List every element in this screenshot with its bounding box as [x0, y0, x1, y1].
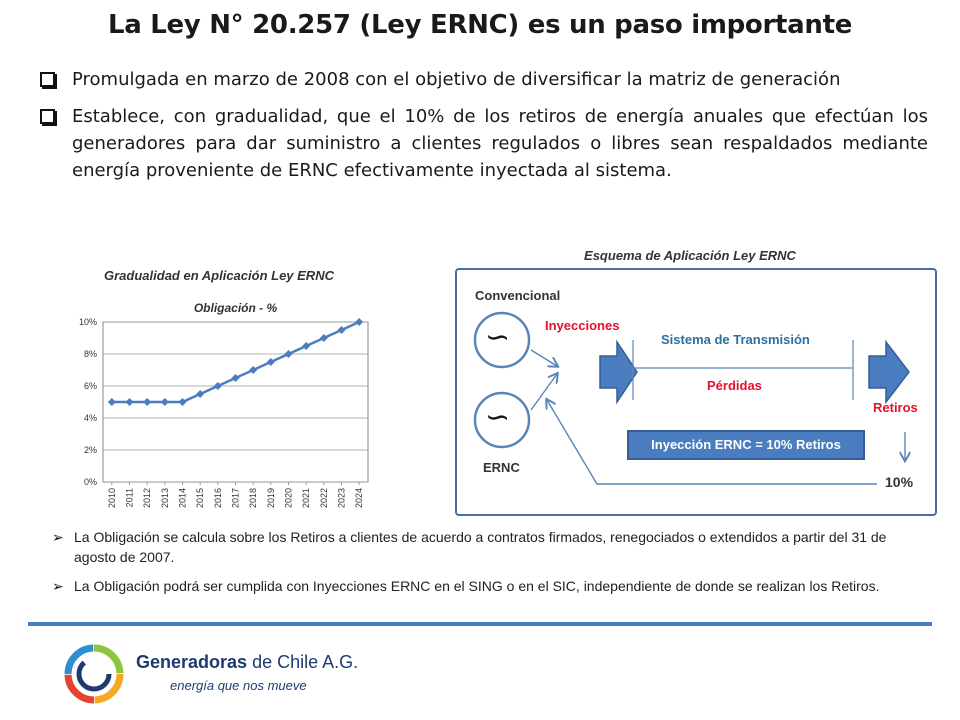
chart-title: Obligación - % [193, 301, 278, 315]
x-tick-label: 2021 [301, 488, 312, 509]
square-bullet-icon [40, 72, 55, 87]
main-bullet [38, 66, 928, 93]
obligation-line-chart [58, 292, 378, 524]
y-tick-label: 6% [83, 381, 97, 391]
x-tick-label: 2011 [124, 488, 135, 508]
x-tick-label: 2020 [283, 488, 294, 509]
x-tick-label: 2018 [248, 488, 259, 509]
x-tick-label: 2022 [318, 488, 329, 509]
sub-bullet [52, 576, 932, 596]
main-bullet-text: Establece, con gradualidad, que el 10% de los retiros de energía anuales que efectúan los generadores para dar suministro a clientes regulados o libres sean respaldados mediante energía proveniente de ERNC efectivamente inyectada al sistema. [72, 106, 928, 181]
convencional-label: Convencional [475, 288, 561, 303]
company-logo [60, 640, 359, 710]
footer-divider [28, 622, 932, 626]
y-tick-label: 0% [83, 477, 97, 487]
x-tick-label: 2010 [106, 488, 117, 509]
company-name-rest: de Chile A.G. [247, 652, 359, 672]
withdrawal-big-arrow-icon [869, 342, 909, 402]
arrow-bullet-icon: ➢ [52, 578, 64, 594]
ernc-flow-arrow [531, 374, 557, 410]
wave-symbol-icon: ∽ [485, 401, 511, 434]
chart-caption: Gradualidad en Aplicación Ley ERNC [104, 268, 334, 283]
y-tick-label: 2% [83, 445, 97, 455]
perdidas-label: Pérdidas [707, 378, 762, 393]
conventional-flow-arrow [531, 350, 557, 366]
arrow-bullet-icon: ➢ [52, 529, 64, 545]
sistema-transmision-label: Sistema de Transmisión [661, 332, 810, 347]
sub-bullet-text: La Obligación se calcula sobre los Retiros a clientes de acuerdo a contratos firmados, renegociados o extendidos a partir del 31 de agosto de 2007. [74, 529, 887, 565]
sub-bullet-text: La Obligación podrá ser cumplida con Inyecciones ERNC en el SING o en el SIC, independiente de donde se realizan los Retiros. [74, 578, 880, 594]
logo-ring-icon [60, 640, 130, 710]
injection-big-arrow-icon [600, 342, 637, 402]
x-tick-label: 2015 [195, 488, 206, 509]
diagram-caption: Esquema de Aplicación Ley ERNC [584, 248, 796, 263]
x-tick-label: 2013 [159, 488, 170, 509]
company-tagline: energía que nos mueve [170, 678, 307, 693]
square-bullet-icon [40, 109, 55, 124]
company-name-bold: Generadoras [136, 652, 248, 672]
main-bullet-text: Promulgada en marzo de 2008 con el objetivo de diversificar la matriz de generación [72, 69, 841, 90]
slide-title: La Ley N° 20.257 (Ley ERNC) es un paso importante [107, 10, 853, 40]
sub-bullet-list [52, 527, 932, 605]
company-name [136, 652, 358, 673]
wave-symbol-icon: ∽ [485, 321, 511, 354]
inyecciones-label: Inyecciones [545, 318, 620, 333]
x-tick-label: 2012 [142, 488, 153, 509]
x-tick-label: 2017 [230, 488, 241, 509]
ernc-scheme-diagram [455, 268, 937, 516]
x-tick-label: 2019 [265, 488, 276, 509]
main-bullet-list [38, 66, 928, 194]
y-tick-label: 8% [83, 349, 97, 359]
ernc-injection-badge: Inyección ERNC = 10% Retiros [627, 430, 865, 460]
x-tick-label: 2023 [336, 488, 347, 509]
ten-percent-label: 10% [885, 474, 914, 490]
diagram-graphics [457, 270, 935, 514]
x-tick-label: 2016 [212, 488, 223, 509]
retiros-label: Retiros [873, 400, 918, 415]
main-bullet [38, 103, 928, 184]
x-tick-label: 2014 [177, 488, 188, 509]
ernc-label: ERNC [483, 460, 520, 475]
x-tick-label: 2024 [354, 488, 365, 509]
y-tick-label: 10% [78, 317, 97, 327]
sub-bullet [52, 527, 932, 567]
y-tick-label: 4% [83, 413, 97, 423]
